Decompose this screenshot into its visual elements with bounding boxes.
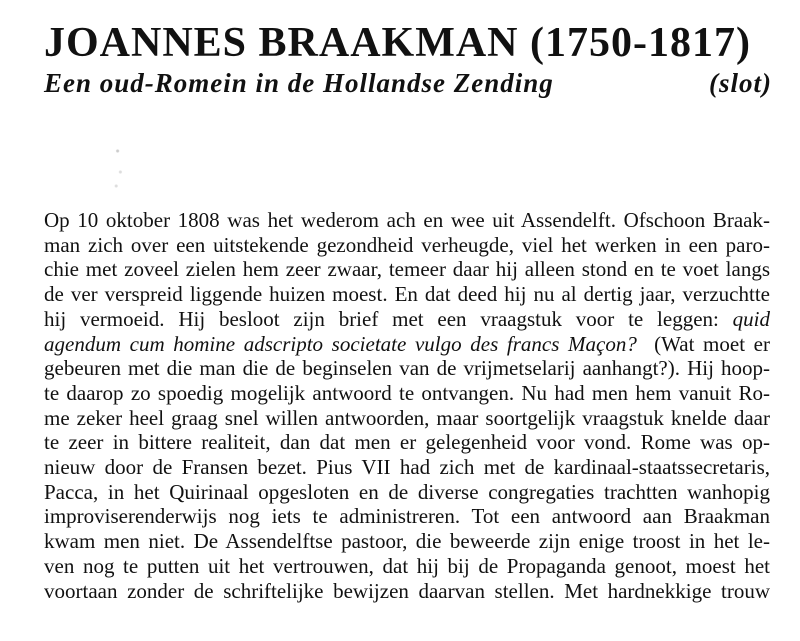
subtitle-text: Een oud-Romein in de Hollandse Zending xyxy=(44,68,554,98)
body-line: Op 10 oktober 1808 was het wederom ach en wee uit Assendelft. Ofschoon Braak- xyxy=(44,208,770,232)
body-line-with-italic xyxy=(44,307,770,332)
article-body xyxy=(44,208,770,603)
body-line: kwam men niet. De Assendelftse pastoor, die beweerde zijn enige troost in het le- xyxy=(44,529,770,554)
body-line: improviserenderwijs nog iets te administreren. Tot een antwoord aan Braakman xyxy=(44,504,770,529)
body-line: ven nog te putten uit het vertrouwen, dat hij bij de Propaganda genoot, moest het xyxy=(44,553,770,578)
body-line: gebeuren met die man die de beginselen van de vrijmetselarij aanhangt?). Hij hoop- xyxy=(44,356,770,381)
body-line: me zeker heel graag snel willen antwoorden, maar soortgelijk vraagstuk knelde daar xyxy=(44,405,770,430)
body-line-text: (Wat moet er xyxy=(654,331,770,356)
italic-phrase: agendum cum homine adscripto societate vulgo des francs Maçon? xyxy=(44,331,637,356)
body-line: nieuw door de Fransen bezet. Pius VII had zich met de kardinaal-staatssecretaris, xyxy=(44,455,770,480)
body-line: voortaan zonder de schriftelijke bewijzen daarvan stellen. Met hardnekkige trouw xyxy=(44,578,770,603)
body-line: te zeer in bittere realiteit, dan dat men er gelegenheid voor vond. Rome was op- xyxy=(44,430,770,455)
body-line-text: hij vermoeid. Hij besloot zijn brief met een vraagstuk voor te leggen: xyxy=(44,306,719,331)
body-line: Pacca, in het Quirinaal opgesloten en de diverse congregaties trachtten wanhopig xyxy=(44,479,770,504)
body-line-with-italic xyxy=(44,332,770,357)
article-subtitle xyxy=(44,67,772,99)
subtitle-suffix: (slot) xyxy=(709,68,772,98)
body-line: de ver verspreid liggende huizen moest. En dat deed hij nu al dertig jaar, verzuchtte xyxy=(44,282,770,307)
italic-phrase: quid xyxy=(732,306,770,331)
scan-speck xyxy=(112,130,126,200)
article-title: JOANNES BRAAKMAN (1750-1817) xyxy=(44,20,751,66)
body-line: te daarop zo spoedig mogelijk antwoord te ontvangen. Nu had men hem vanuit Ro- xyxy=(44,380,770,405)
body-line: man zich over een uitstekende gezondheid verheugde, viel het werken in een paro- xyxy=(44,232,770,257)
body-line: chie met zoveel zielen hem zeer zwaar, temeer daar hij alleen stond en te voet langs xyxy=(44,257,770,282)
